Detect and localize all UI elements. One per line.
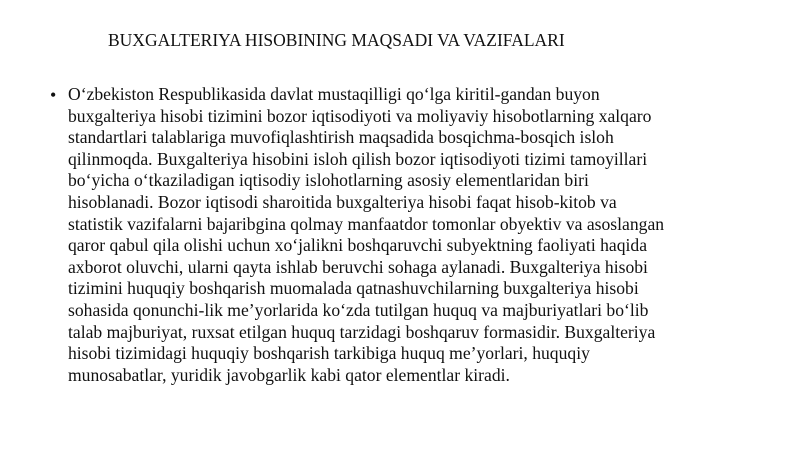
bullet-marker: • bbox=[50, 85, 57, 105]
paragraph-line: standartlari talablariga muvofiqlashtirish maqsadida bosqichma-bosqich isloh bbox=[68, 127, 614, 148]
paragraph-line: hisoblanadi. Bozor iqtisodi sharoitida buxgalteriya hisobi faqat hisob-kitob va bbox=[68, 191, 617, 212]
paragraph-line: O‘zbekiston Respublikasida davlat mustaqilligi qo‘lga kiritil-gandan buyon bbox=[68, 84, 600, 104]
paragraph-line: qilinmoqda. Buxgalteriya hisobini isloh qilish bozor iqtisodiyoti tizimi tamoyillari bbox=[68, 148, 648, 169]
paragraph-line: bo‘yicha o‘tkaziladigan iqtisodiy islohotlarning asosiy elementlaridan biri bbox=[68, 170, 589, 191]
paragraph-line: axborot oluvchi, ularni qayta ishlab beruvchi sohaga aylanadi. Buxgalteriya hisobi bbox=[68, 256, 648, 277]
paragraph-line: buxgalteriya hisobi tizimini bozor iqtisodiyoti va moliyaviy hisobotlarning xalqaro bbox=[68, 105, 652, 126]
paragraph-line: sohasida qonunchi-lik me’yorlarida ko‘zda tutilgan huquq va majburiyatlari bo‘lib bbox=[68, 299, 649, 320]
paragraph-line: talab majburiyat, ruxsat etilgan huquq tarzidagi boshqaruv formasidir. Buxgalteriya bbox=[68, 321, 656, 342]
paragraph-line: munosabatlar, yuridik javobgarlik kabi qator elementlar kiradi. bbox=[68, 364, 510, 385]
paragraph-line: tizimini huquqiy boshqarish muomalada qatnashuvchilarning buxgalteriya hisobi bbox=[68, 278, 639, 299]
paragraph-line: qaror qabul qila olishi uchun xo‘jalikni boshqaruvchi subyektning faoliyati haqida bbox=[68, 235, 648, 256]
paragraph-line: statistik vazifalarni bajaribgina qolmay manfaatdor tomonlar obyektiv va asoslangan bbox=[68, 213, 665, 234]
slide-title: BUXGALTERIYA HISOBINING MAQSADI VA VAZIFALARI bbox=[108, 30, 565, 50]
bullet-paragraph bbox=[68, 84, 758, 386]
paragraph-line: hisobi tizimidagi huquqiy boshqarish tarkibiga huquq me’yorlari, huquqiy bbox=[68, 343, 590, 364]
